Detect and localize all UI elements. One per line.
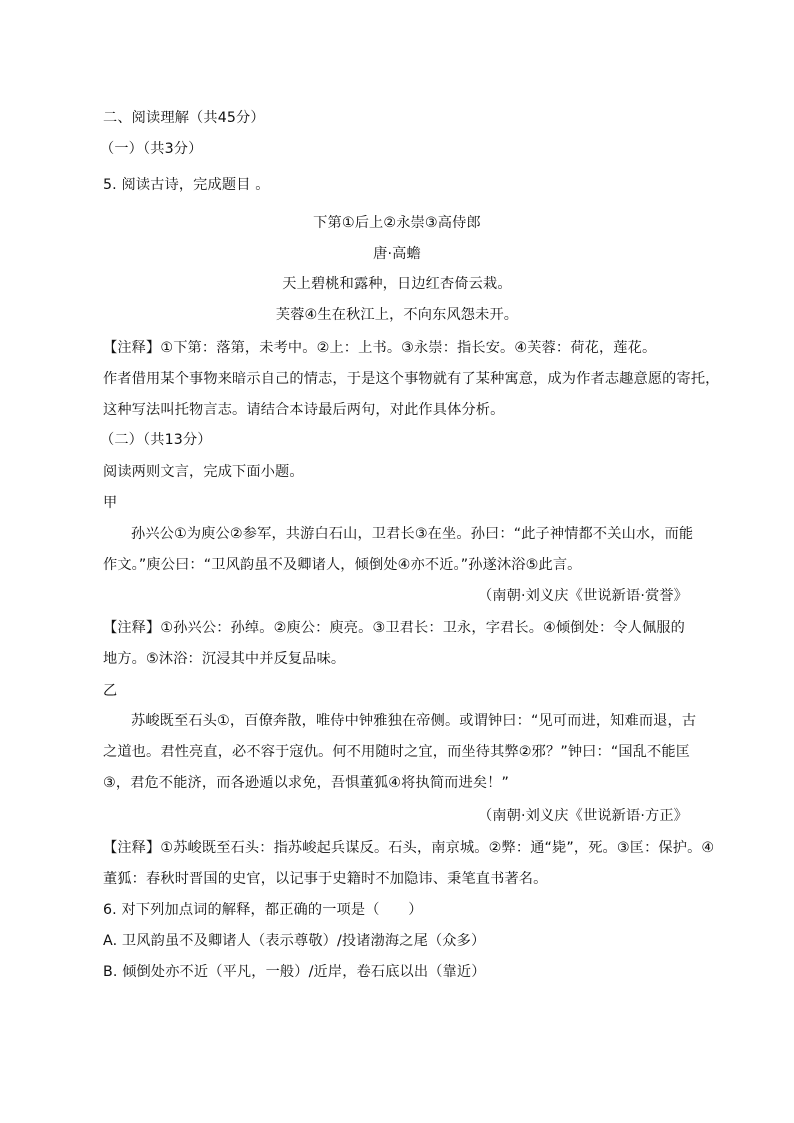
passage-jia-line-1: 孙兴公①为庾公②参军，共游白石山，卫君长③在坐。孙曰：“此子神情都不关山水，而能 xyxy=(131,526,694,542)
question-6-option-a: A. 卫风韵虽不及卿诸人（表示尊敬）/投诸渤海之尾（众多） xyxy=(103,933,486,949)
part1-header: （一）（共3分） xyxy=(100,141,203,157)
poem-line-1: 天上碧桃和露种，日边红杏倚云栽。 xyxy=(282,276,512,292)
passage-yi-line-1: 苏峻既至石头①，百僚奔散，唯侍中钟雅独在帝侧。或谓钟曰：“见可而进，知难而退，古 xyxy=(131,713,697,729)
poem-author: 唐·高蟾 xyxy=(373,246,421,262)
passage-jia-source: （南朝·刘义庆《世说新语·赏誉》 xyxy=(477,588,688,604)
poem-note: 【注释】①下第：落第，未考中。②上：上书。③永崇：指长安。④芙蓉：荷花，莲花。 xyxy=(103,340,657,356)
passage-yi-label: 乙 xyxy=(103,683,118,699)
poem-title: 下第①后上②永崇③高侍郎 xyxy=(313,215,481,231)
question-5-text-line-2: 这种写法叫托物言志。请结合本诗最后两句，对此作具体分析。 xyxy=(103,402,505,418)
question-5-text-line-1: 作者借用某个事物来暗示自己的情志，于是这个事物就有了某种寓意，成为作者志趣意愿的寄托， xyxy=(103,371,720,387)
passage-jia-label: 甲 xyxy=(103,495,118,511)
passage-yi-line-2: 之道也。君性亮直，必不容于寇仇。何不用随时之宜，而坐待其弊②邪？”钟曰：“国乱不能匡 xyxy=(103,744,691,760)
passage-jia-note-line-2: 地方。⑤沐浴：沉浸其中并反复品味。 xyxy=(103,651,346,667)
question-5-prompt: 5. 阅读古诗，完成题目 。 xyxy=(103,177,270,193)
part2-header: （二）（共13分） xyxy=(100,432,212,448)
passage-yi-line-3: ③，君危不能济，而各逊遁以求免，吾惧董狐④将执简而进矣！” xyxy=(103,775,510,791)
passage-yi-note-line-1: 【注释】①苏峻既至石头：指苏峻起兵谋反。石头，南京城。②弊：通“毙”，死。③匡：保护。④ xyxy=(103,840,715,856)
question-6-option-b: B. 倾倒处亦不近（平凡，一般）/近岸，卷石底以出（靠近） xyxy=(103,964,486,980)
poem-line-2: 芙蓉④生在秋江上，不向东风怨未开。 xyxy=(275,307,519,323)
passage-yi-note-line-2: 董狐：春秋时晋国的史官，以记事于史籍时不加隐讳、秉笔直书著名。 xyxy=(103,871,548,887)
question-6-prompt: 6. 对下列加点词的解释，都正确的一项是（ ） xyxy=(103,902,423,918)
passage-jia-line-2: 作文。”庾公曰：“卫风韵虽不及卿诸人，倾倒处④亦不近。”孙遂沐浴⑤此言。 xyxy=(103,557,582,573)
passage-yi-source: （南朝·刘义庆《世说新语·方正》 xyxy=(477,808,688,824)
section-title: 二、阅读理解（共45分） xyxy=(103,110,265,126)
part2-intro: 阅读两则文言，完成下面小题。 xyxy=(103,464,304,480)
passage-jia-note-line-1: 【注释】①孙兴公：孙绰。②庾公：庾亮。③卫君长：卫永，字君长。④倾倒处：令人佩服的 xyxy=(103,620,685,636)
